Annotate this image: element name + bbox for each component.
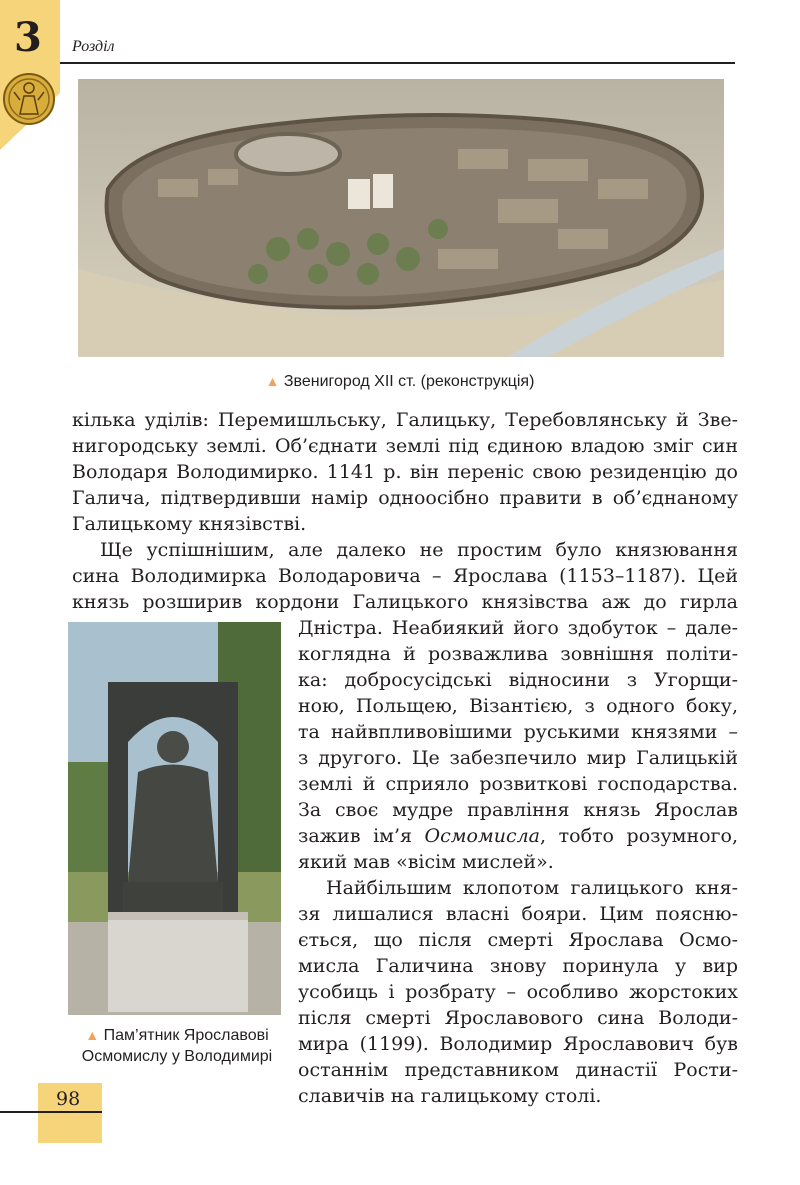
caption-triangle-icon: ▲ [85,1027,100,1043]
body-line: мира (1199). Володимир Ярославович був [298,1033,738,1055]
body-line: ється, що після смерті Ярослава Осмо- [298,929,738,951]
monument-caption-line1: ▲ Пам’ятник Ярославові [85,1027,269,1044]
body-line: останнім представником династії Рости- [298,1059,738,1081]
nickname-after: , тобто розумного, [540,825,738,847]
body-line: Галича, підтвердивши намір одноосібно правити в об’єднаному [72,487,738,509]
header-rule [60,62,735,64]
section-label: Розділ [72,38,115,55]
body-line: який мав «вісім мислей». [298,851,554,873]
page-number: 98 [56,1088,81,1110]
caption-triangle-icon: ▲ [265,373,280,389]
body-line: після смерті Ярославового сина Володи- [298,1007,738,1029]
body-line: ка: добросусідські відносини з Угорщи- [298,669,738,691]
nickname-osmomysl: Осмомисла [424,825,541,847]
body-line: Галицькому князівстві. [72,513,307,535]
monument-caption [66,1025,288,1067]
chapter-number: 3 [14,14,42,61]
body-line: За своє мудре правління князь Ярослав [298,799,738,821]
body-line: Володаря Володимирко. 1141 р. він переніс свою резиденцію до [72,461,738,483]
body-line: князь розширив кордони Галицького князівства аж до гирла [72,591,738,613]
body-line: коглядна й розважлива зовнішня політи- [298,643,738,665]
top-image-caption [0,373,800,391]
body-line: усобиць і розбрату – особливо жорстоких [298,981,738,1003]
footer-rule [0,1111,102,1113]
body-line: мисла Галичина знову поринула у вир [298,955,738,977]
body-line: з другого. Це забезпечило мир Галицькій [298,747,738,769]
body-line: та найвпливовішими руськими князями – [298,721,738,743]
top-caption-text: Звенигород XII ст. (реконструкція) [283,373,535,390]
body-line: Ще успішнішим, але далеко не простим було князювання [100,539,738,561]
body-line: Найбільшим клопотом галицького кня- [326,877,738,899]
body-line-nickname [298,823,738,849]
body-line: землі й сприяло розвиткові господарства. [298,773,738,795]
body-line: ною, Польщею, Візантією, з одного боку, [298,695,738,717]
body-line: кілька уділів: Перемишльську, Галицьку, Теребовлянську й Зве- [72,409,738,431]
body-line: зя лишалися власні бояри. Цим поясню- [298,903,738,925]
body-line: сина Володимирка Володаровича – Ярослава (1153–1187). Цей [72,565,738,587]
monument-caption-line2: Осмомислу у Володимирі [81,1048,273,1065]
coin-emblem-icon [2,72,56,126]
nickname-before: зажив ім’я [298,825,425,847]
body-line: Дністра. Неабиякий його здобуток – дале- [298,617,738,639]
zvenyhorod-reconstruction-image [78,79,724,357]
body-line: нигородську землі. Об’єднати землі під єдиною владою зміг син [72,435,738,457]
body-line: славичів на галицькому столі. [298,1085,602,1107]
monument-photo [68,622,281,1015]
